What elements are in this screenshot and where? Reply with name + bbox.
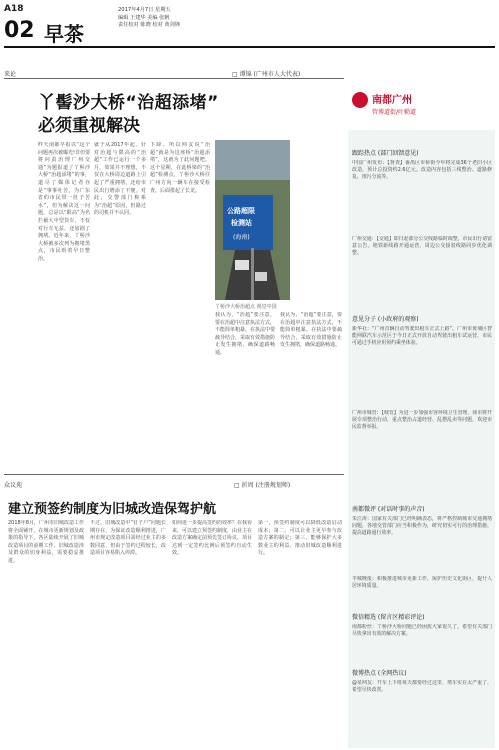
sign-line: (海南) xyxy=(233,234,250,241)
sidebar-section-title: 微信精选 (留言区精彩评论) xyxy=(352,614,425,621)
article-column: 昨天南都早报以“这个问题再次被曝光!非但要将问责治理广州交通”为题报道了丫髻沙大桥“治超添堵”的事，道尽了媒体记者亦是“事事吐苦，为广东省的市民带一肚子苦水”，但为解决这一问题，总是以“限高”为名拦截大中型货车，不仅对行车无益，还加剧了拥堵。近年来，丫髻沙大桥被多次列为拥堵黑点，市民盼着早日整治。 xyxy=(38,142,90,262)
divider xyxy=(4,474,344,475)
section-label: 来论 xyxy=(4,71,17,78)
sidebar-section-title: 意见分子 (小政府的观察) xyxy=(352,316,419,323)
page-number: 02 xyxy=(4,18,35,43)
article-photo xyxy=(215,140,290,300)
meta-editor: 编辑 王建华 美编 张帆 xyxy=(118,14,170,21)
headline-bottom: 建立预签约制度为旧城改造保驾护航 xyxy=(8,502,217,517)
sidebar-item: 广州交通：【交通】即日起部分公交线路临时调整，市民出行请留意公告。地铁新线路开通运营，周边公交接驳线路同步优化调整。 xyxy=(352,236,492,257)
sidebar-item: 中国广州发布：【督查】番禺区市桥街今年将完成36个老旧小区改造，预计总投资约2.6亿元。改造内容包括三线整治、道路修复、雨污分流等。 xyxy=(352,160,492,181)
section-label: 众议苑 xyxy=(4,482,23,489)
divider xyxy=(4,78,344,79)
article-column: 如何进一步提高签约的效率？在我看来，可以建立预签约制度，由业主在改造方案确定前预先签订协议，项目达到一定签约比例后预签约自动生效。 xyxy=(172,520,252,557)
meta-date: 2017年4月7日 星期五 xyxy=(118,7,171,13)
article-column: 我认为，“治超”要注意，要在治超中注意执法方式，不能简单粗暴。在执法中要疏导结合，采取有效措施防止发生拥堵，确保道路畅通。 xyxy=(215,312,275,356)
road-photo xyxy=(215,140,290,300)
article-column: 我认为，“治超”要注意，要在治超中注意执法方式，不能简单粗暴。在执法中要疏导结合，采取有效措施防止发生拥堵，确保道路畅通。 xyxy=(280,312,342,349)
meta-proof: 责任校对 陈晓 校对 黄剑锋 xyxy=(118,22,181,28)
byline: □ 折周 (注册规划师) xyxy=(234,482,291,489)
article-column: 下降。所以网友说“治超”就是为这座桥“治超添堵”，这就为了此问题吧。这个星期，在此桥梁的“治超”检测点，丫髻沙大桥往广州方向一辆车在接受检查，后面排起了长龙。 xyxy=(150,142,210,194)
photo-caption: 丫髻沙大桥治超点 视觉中国 xyxy=(215,304,277,310)
page-meta xyxy=(118,7,258,30)
sidebar-item: 朱江涛：国家有关部门已经明确表态，将严格控制城市交通拥堵问题，各地交管部门应当积极作为，研究切实可行的治理措施，提高道路通行效率。 xyxy=(352,516,492,537)
sign-line: 公路超限 xyxy=(227,207,255,215)
article-column: 不过，旧城改造中“钉子户”问题长期存在，为保证改造顺利推进，广州市规定改造项目需经过业主的多数同意，但由于签约过程较长，改造项目容易陷入停滞。 xyxy=(90,520,166,557)
article-column: 就于从2017年起，针对治超与限高的“治超”工作已运行一个多月，效果并不理想，不仅在大桥周边道路上引起了严重拥堵，还给市民出行增添了不便。对此，交警部门称系为“治超”原因，但路过的司机并不认同。 xyxy=(94,142,146,217)
header-rule xyxy=(4,46,495,48)
sidebar-item: @某网友：开车上下班每天都要经过这里，堵车实在太严重了，希望尽快改善。 xyxy=(352,680,492,694)
section-title: 早茶 xyxy=(44,22,84,46)
nandu-logo-icon xyxy=(352,92,368,108)
sidebar-section-title: 跟踪热点 (部门回馈意见) xyxy=(352,150,419,157)
sidebar-section-title: 微博热点 (全网热议) xyxy=(352,670,407,677)
sidebar-subtitle: 管博道街/叶勤道 xyxy=(372,109,417,116)
sidebar-item: 广州市城管：【城管】为进一步加强市容环境卫生管理，我市将开展专项整治行动，重点整治占道经营、乱摆乱卖等问题，欢迎市民监督举报。 xyxy=(352,410,492,431)
article-column: 第一，预签约制度可以降低改造启动成本；第二，可以让业主更早参与改造方案的制定；第三，能够保护大多数业主的利益，推动旧城改造顺利进行。 xyxy=(258,520,342,557)
newspaper-logo: A18 xyxy=(4,4,24,14)
article-column: 2018年8月，广州市旧城改造工作将全面铺开，在城市更新规划及政策的指导下，各区陆续开展了旧城改造项目的前期工作。旧城改造涉及群众的切身利益，需要稳妥推进。 xyxy=(8,520,84,564)
byline: □ 谭锦 (广州市人大代表) xyxy=(232,71,301,78)
sidebar-title: 南都广州 xyxy=(372,95,412,106)
sidebar-section-title: 南都微评 (对话时事的声音) xyxy=(352,506,425,513)
sidebar-header xyxy=(348,64,495,130)
sidebar-item: 新华社：“广州首辆自动驾驶出租车正式上路”。广州市黄埔区智能网联汽车示范区于今日正式开放自动驾驶出租车试运营，市民可通过手机应用预约乘坐体验。 xyxy=(352,326,492,347)
sign-line: 检测站 xyxy=(231,219,252,227)
sidebar-item: 羊城晚报：积极推进城市更新工作，保护历史文化街区，提升人居环境质量。 xyxy=(352,576,492,590)
headline-line2: 必须重视解决 xyxy=(38,116,140,136)
sidebar-item: 南都粉丝：丫髻沙大桥问题已经困扰大家很久了，希望有关部门尽快拿出有效的解决方案。 xyxy=(352,624,492,638)
headline-line1: 丫髻沙大桥“治超添堵” xyxy=(38,93,219,113)
